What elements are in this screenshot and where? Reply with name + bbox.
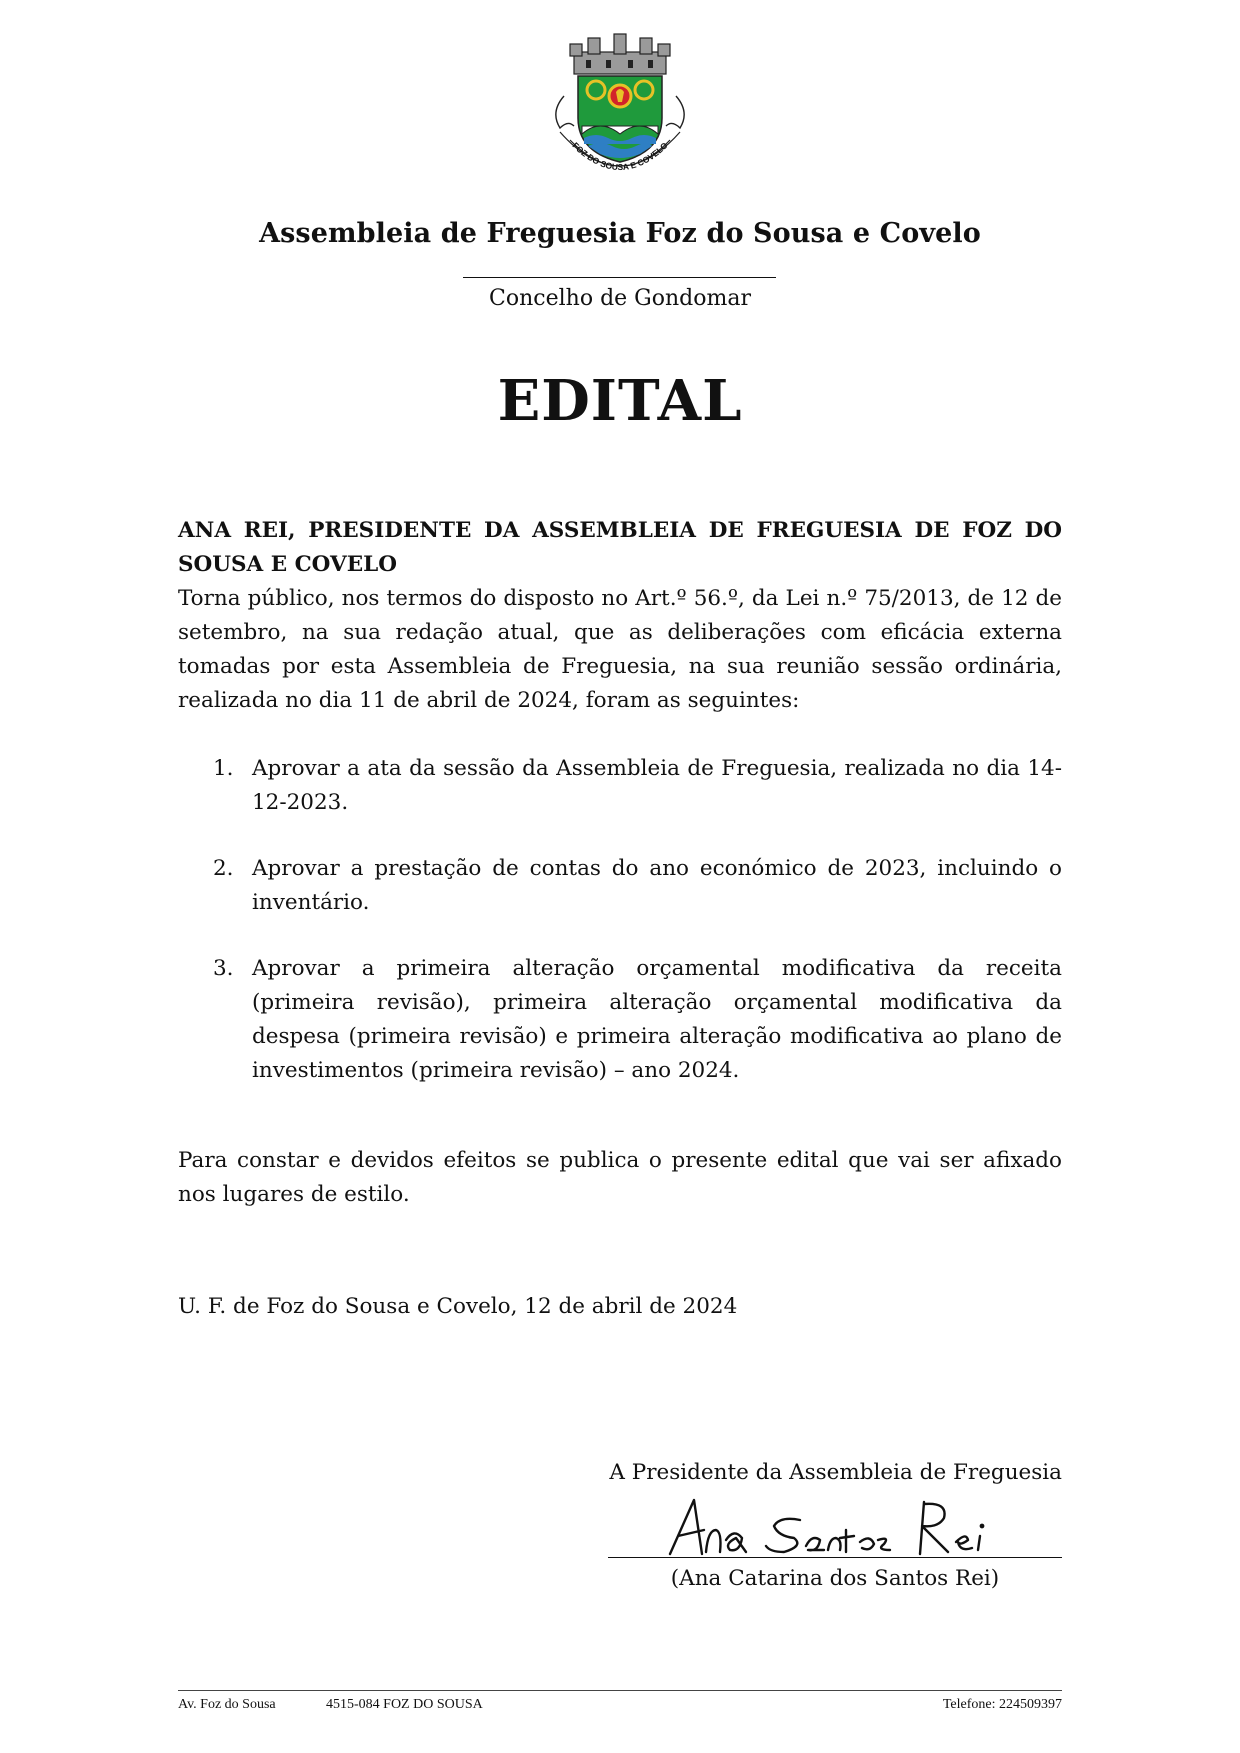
presenter-line: ANA REI, PRESIDENTE DA ASSEMBLEIA DE FREGUESIA DE FOZ DO SOUSA E COVELO [178, 518, 1062, 577]
footer-address: Av. Foz do Sousa [178, 1697, 276, 1712]
assembly-heading: Assembleia de Freguesia Foz do Sousa e Covelo [259, 218, 981, 249]
municipality-subheading: Concelho de Gondomar [489, 286, 751, 311]
place-date: U. F. de Foz do Sousa e Covelo, 12 de abril de 2024 [178, 1294, 738, 1319]
document-title: EDITAL [497, 368, 743, 434]
signatory-role: A Presidente da Assembleia de Freguesia [609, 1460, 1062, 1485]
heading-rule [463, 277, 776, 278]
coat-of-arms-logo [530, 30, 710, 190]
signature-line [608, 1557, 1062, 1558]
signatory-name: (Ana Catarina dos Santos Rei) [670, 1566, 1000, 1591]
closing-paragraph: Para constar e devidos efeitos se publica o presente edital que vai ser afixado nos lugares de estilo. [178, 1148, 1062, 1207]
resolution-number: 3. [213, 956, 234, 981]
resolution-item [178, 752, 1062, 820]
footer-postal-code: 4515-084 FOZ DO SOUSA [326, 1697, 483, 1712]
handwritten-signature [608, 1490, 1062, 1560]
crest-ribbon-text: FOZ DO SOUSA E COVELO [570, 140, 670, 173]
footer-phone: Telefone: 224509397 [942, 1697, 1062, 1712]
resolution-text: Aprovar a prestação de contas do ano económico de 2023, incluindo o inventário. [252, 856, 1062, 915]
resolution-number: 2. [213, 856, 234, 881]
resolution-text: Aprovar a primeira alteração orçamental modificativa da receita (primeira revisão), primeira alteração orçamental modificativa da despesa (primeira revisão) e primeira alteração modificativa ao plano de investimentos (primeira revisão) – ano 2024. [252, 956, 1062, 1083]
resolution-item [178, 952, 1062, 1088]
resolution-text: Aprovar a ata da sessão da Assembleia de Freguesia, realizada no dia 14-12-2023. [252, 756, 1062, 815]
resolutions-list [178, 752, 1062, 1120]
intro-paragraph: Torna público, nos termos do disposto no Art.º 56.º, da Lei n.º 75/2013, de 12 de setembro, na sua redação atual, que as deliberações com eficácia externa tomadas por esta Assembleia de Freguesia, na sua reunião sessão ordinária, realizada no dia 11 de abril de 2024, foram as seguintes: [178, 586, 1062, 713]
resolution-item [178, 852, 1062, 920]
resolution-number: 1. [213, 756, 234, 781]
footer-rule [178, 1690, 1062, 1691]
